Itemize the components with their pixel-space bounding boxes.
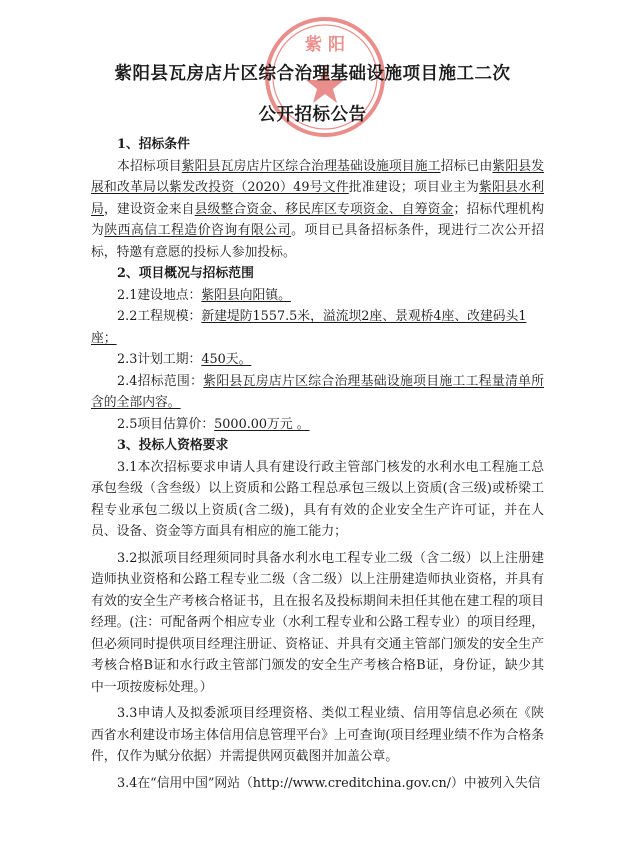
qualification-3-4: 3.4在“信用中国”网站（http://www.creditchina.gov.cn/）中被列入失信 (117, 775, 541, 791)
section-heading-3: 3、投标人资格要求 (117, 438, 229, 453)
page-title-line2: 公开招标公告 (258, 105, 367, 125)
page-title-line1: 紫阳县瓦房店片区综合治理基础设施项目施工二次 (114, 64, 511, 84)
estimated-price: 2.5项目估算价：5000.00万元 。 (117, 416, 310, 432)
qualification-3-3: 3.3申请人及拟委派项目经理资格、类似工程业绩、信用等信息必须在《陕西省水利建设市场主体信用信息管理平台》上可查询(项目经理业绩不作为合格条件，仅作为赋分依据）并需提供网页截图并加盖公章。 (91, 706, 544, 764)
section-heading-2: 2、项目概况与招标范围 (117, 266, 254, 281)
seal-text: 紫 阳 (305, 35, 345, 55)
tender-conditions-paragraph: 本招标项目紫阳县瓦房店片区综合治理基础设施项目施工招标已由紫阳县发展和改革局以紫发改投资（2020）49号文件批准建设；项目业主为紫阳县水利局，建设资金来自县级整合资金、移民库区专项资金、自筹资金；招标代理机构为陕西高信工程造价咨询有限公司。项目已具备招标条件，现进行二次公开招标，特邀有意愿的投标人参加投标。 (91, 158, 545, 260)
document-body (91, 134, 544, 794)
construction-location: 2.1建设地点：紫阳县向阳镇。 (117, 287, 291, 303)
tender-scope: 2.4招标范围：紫阳县瓦房店片区综合治理基础设施项目施工工程量清单所含的全部内容。 (91, 373, 544, 410)
qualification-3-1: 3.1本次招标要求申请人具有建设行政主管部门核发的水利水电工程施工总承包叁级（含叁级）以上资质和公路工程总承包三级以上资质(含三级)或桥梁工程专业承包二级以上资质(含二级)，具有有效的企业安全生产许可证，并在人员、设备、资金等方面具有相应的施工能力； (91, 459, 544, 539)
planned-duration: 2.3计划工期：450天。 (117, 352, 252, 367)
qualification-3-2: 3.2拟派项目经理须同时具备水利水电工程专业二级（含二级）以上注册建造师执业资格和公路工程专业二级（含二级）以上注册建造师执业资格，并具有有效的安全生产考核合格证书，且在报名及投标期间未担任其他在建工程的项目经理。(注：可配备两个相应专业（水利工程专业和公路工程专业）的项目经理，但必须同时提供项目经理注册证、资格证、并具有交通主管部门颁发的安全生产考核合格B证和水行政主管部门颁发的安全生产考核合格B证，身份证，缺少其中一项按废标处理。） (91, 550, 544, 695)
project-scale: 2.2工程规模：新建堤防1557.5米，溢流坝2座、景观桥4座、改建码头1座； (91, 309, 527, 346)
section-heading-1: 1、招标条件 (117, 137, 190, 152)
